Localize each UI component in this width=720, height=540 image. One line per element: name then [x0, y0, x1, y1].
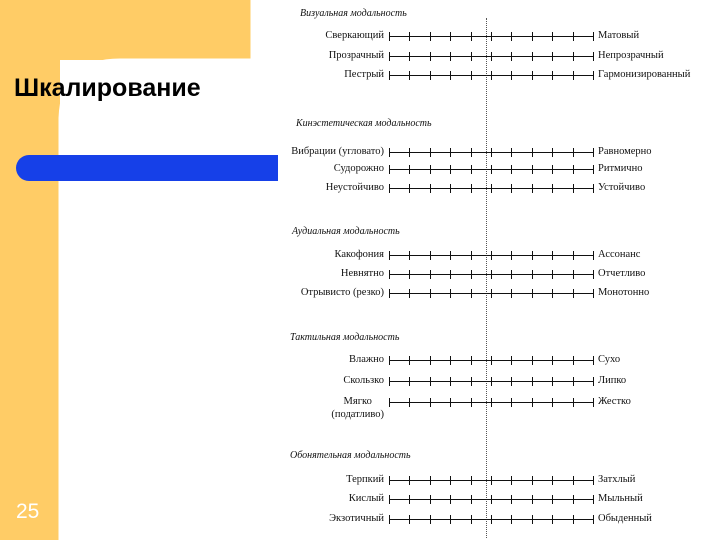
scale-tick	[573, 148, 574, 157]
scale-tick	[593, 356, 594, 365]
scale-tick	[511, 398, 512, 407]
scale-tick	[511, 356, 512, 365]
scale-tick	[532, 148, 533, 157]
scale-tick	[491, 148, 492, 157]
scale-tick	[511, 377, 512, 386]
scale-tick	[573, 476, 574, 485]
scale-tick	[450, 184, 451, 193]
scale-tick	[593, 377, 594, 386]
scale-tick	[389, 148, 390, 157]
scale-tick	[593, 495, 594, 504]
scale-tick	[450, 165, 451, 174]
scale-tick	[491, 476, 492, 485]
scale-tick	[491, 495, 492, 504]
scale-tick	[450, 476, 451, 485]
scale-tick	[573, 377, 574, 386]
scale-tick	[430, 398, 431, 407]
scale-tick	[389, 165, 390, 174]
scale-tick	[511, 251, 512, 260]
scale-tick	[491, 165, 492, 174]
scale-tick	[532, 184, 533, 193]
scale-left-label: Мягко (податливо)	[331, 396, 384, 420]
scale-tick	[532, 377, 533, 386]
scale-tick	[471, 356, 472, 365]
scale-tick	[409, 476, 410, 485]
scale-tick	[430, 52, 431, 61]
scale-tick	[511, 148, 512, 157]
scale-tick	[430, 165, 431, 174]
scale-tick	[409, 270, 410, 279]
scale-right-label: Жестко	[598, 396, 631, 407]
scale-tick	[532, 165, 533, 174]
scale-tick	[511, 515, 512, 524]
scale-tick	[409, 495, 410, 504]
scale-tick	[491, 515, 492, 524]
scale-right-label: Ассонанс	[598, 249, 641, 260]
scale-tick	[593, 515, 594, 524]
scale-left-label: Кислый	[348, 493, 384, 504]
scale-right-label: Сухо	[598, 354, 621, 365]
scale-tick	[552, 476, 553, 485]
scale-tick	[593, 184, 594, 193]
scale-tick	[552, 289, 553, 298]
scale-tick	[409, 32, 410, 41]
scale-tick	[573, 270, 574, 279]
scale-tick	[491, 32, 492, 41]
section-title: Тактильная модальность	[290, 332, 400, 343]
scale-tick	[532, 476, 533, 485]
scale-tick	[430, 495, 431, 504]
scale-right-label: Устойчиво	[598, 182, 646, 193]
scale-right-label: Монотонно	[598, 287, 650, 298]
scale-tick	[552, 515, 553, 524]
scale-tick	[471, 270, 472, 279]
scale-tick	[491, 184, 492, 193]
slide-title: Шкалирование	[14, 74, 201, 102]
scale-tick	[430, 515, 431, 524]
scale-tick	[511, 476, 512, 485]
scale-tick	[593, 289, 594, 298]
scale-tick	[552, 184, 553, 193]
scale-tick	[552, 251, 553, 260]
scale-tick	[430, 289, 431, 298]
scale-tick	[491, 71, 492, 80]
scale-tick	[430, 71, 431, 80]
scale-tick	[430, 32, 431, 41]
scale-tick	[552, 398, 553, 407]
scale-tick	[491, 289, 492, 298]
scale-tick	[450, 71, 451, 80]
section-title: Кинэстетическая модальность	[296, 118, 432, 129]
scale-tick	[573, 71, 574, 80]
scale-right-label: Затхлый	[598, 474, 636, 485]
scale-tick	[471, 251, 472, 260]
scale-tick	[511, 165, 512, 174]
scale-tick	[532, 32, 533, 41]
scale-tick	[552, 52, 553, 61]
scale-tick	[409, 251, 410, 260]
scale-tick	[593, 476, 594, 485]
scale-tick	[389, 356, 390, 365]
scale-tick	[511, 52, 512, 61]
scale-tick	[389, 515, 390, 524]
scale-tick	[511, 495, 512, 504]
scale-tick	[389, 270, 390, 279]
scale-tick	[593, 52, 594, 61]
scale-left-label: Пестрый	[344, 69, 384, 80]
scale-tick	[532, 71, 533, 80]
scale-tick	[593, 165, 594, 174]
scale-tick	[491, 356, 492, 365]
scale-tick	[573, 515, 574, 524]
scale-tick	[389, 289, 390, 298]
scale-tick	[511, 32, 512, 41]
scale-tick	[471, 515, 472, 524]
scale-tick	[450, 289, 451, 298]
scale-tick	[573, 184, 574, 193]
scale-tick	[552, 32, 553, 41]
scale-left-label: Неустойчиво	[325, 182, 384, 193]
scale-tick	[491, 377, 492, 386]
scale-tick	[389, 495, 390, 504]
scale-tick	[491, 270, 492, 279]
scale-tick	[552, 148, 553, 157]
scale-tick	[389, 32, 390, 41]
scale-tick	[389, 476, 390, 485]
scale-left-label: Прозрачный	[328, 50, 384, 61]
scale-tick	[450, 398, 451, 407]
scale-left-label: Терпкий	[346, 474, 384, 485]
scale-tick	[450, 32, 451, 41]
scale-tick	[471, 398, 472, 407]
scale-tick	[471, 377, 472, 386]
scale-tick	[471, 476, 472, 485]
scale-tick	[409, 398, 410, 407]
scale-tick	[552, 377, 553, 386]
scale-left-label: Вибрации (угловато)	[291, 146, 384, 157]
scale-tick	[409, 184, 410, 193]
scale-tick	[409, 52, 410, 61]
scale-tick	[593, 148, 594, 157]
scale-tick	[409, 148, 410, 157]
scale-tick	[573, 289, 574, 298]
scale-tick	[573, 398, 574, 407]
scale-tick	[471, 71, 472, 80]
scale-tick	[430, 270, 431, 279]
scale-tick	[450, 270, 451, 279]
scale-tick	[511, 289, 512, 298]
scale-tick	[552, 71, 553, 80]
scale-tick	[450, 495, 451, 504]
scale-tick	[491, 52, 492, 61]
scale-tick	[409, 71, 410, 80]
section-title: Обонятельная модальность	[290, 450, 411, 461]
scale-tick	[532, 52, 533, 61]
scale-tick	[430, 476, 431, 485]
scale-left-label: Сверкающий	[325, 30, 384, 41]
scale-tick	[532, 251, 533, 260]
scale-tick	[471, 52, 472, 61]
scale-tick	[389, 71, 390, 80]
scale-tick	[389, 398, 390, 407]
scale-right-label: Гармонизированный	[598, 69, 691, 80]
scale-tick	[532, 495, 533, 504]
scale-tick	[552, 495, 553, 504]
scale-tick	[409, 356, 410, 365]
scale-left-label: Невнятно	[340, 268, 384, 279]
scale-tick	[593, 270, 594, 279]
scale-tick	[389, 377, 390, 386]
scale-tick	[409, 289, 410, 298]
scale-tick	[389, 184, 390, 193]
scale-tick	[409, 377, 410, 386]
scale-left-label: Судорожно	[333, 163, 384, 174]
scale-tick	[532, 270, 533, 279]
scale-left-label: Какофония	[334, 249, 384, 260]
scale-tick	[532, 289, 533, 298]
scale-tick	[552, 270, 553, 279]
scale-tick	[471, 184, 472, 193]
scale-tick	[573, 251, 574, 260]
scale-tick	[593, 398, 594, 407]
scale-tick	[593, 71, 594, 80]
scale-tick	[573, 165, 574, 174]
scale-tick	[430, 148, 431, 157]
scale-tick	[430, 184, 431, 193]
title-underline-bar	[16, 155, 278, 181]
scale-tick	[450, 356, 451, 365]
scale-tick	[389, 52, 390, 61]
scale-tick	[450, 515, 451, 524]
scale-tick	[532, 356, 533, 365]
scale-tick	[450, 251, 451, 260]
scale-right-label: Матовый	[598, 30, 640, 41]
scale-tick	[450, 52, 451, 61]
scale-tick	[409, 515, 410, 524]
scale-tick	[593, 251, 594, 260]
scale-right-label: Отчетливо	[598, 268, 646, 279]
scale-tick	[573, 32, 574, 41]
scale-right-label: Ритмично	[598, 163, 643, 174]
scale-tick	[552, 165, 553, 174]
scale-tick	[389, 251, 390, 260]
scale-right-label: Мыльный	[598, 493, 643, 504]
section-title: Аудиальная модальность	[292, 226, 400, 237]
scale-tick	[532, 515, 533, 524]
scale-tick	[430, 251, 431, 260]
scale-tick	[491, 251, 492, 260]
scale-right-label: Равномерно	[598, 146, 652, 157]
scale-tick	[471, 148, 472, 157]
scale-tick	[573, 495, 574, 504]
scale-left-label: Скользко	[343, 375, 384, 386]
scale-tick	[450, 148, 451, 157]
scale-tick	[491, 398, 492, 407]
scale-tick	[450, 377, 451, 386]
scale-tick	[511, 71, 512, 80]
scale-left-label: Экзотичный	[329, 513, 384, 524]
scale-tick	[471, 165, 472, 174]
section-title: Визуальная модальность	[300, 8, 407, 19]
scale-tick	[511, 270, 512, 279]
scale-tick	[593, 32, 594, 41]
scale-left-label: Влажно	[348, 354, 384, 365]
scale-right-label: Непрозрачный	[598, 50, 664, 61]
scale-tick	[430, 377, 431, 386]
scale-left-label: Отрывисто (резко)	[300, 287, 384, 298]
scale-tick	[573, 52, 574, 61]
scale-tick	[532, 398, 533, 407]
scale-midline	[486, 18, 487, 538]
scale-tick	[573, 356, 574, 365]
page-number: 25	[16, 500, 40, 523]
scale-tick	[430, 356, 431, 365]
scale-right-label: Обыденный	[598, 513, 652, 524]
scale-tick	[471, 32, 472, 41]
scale-tick	[471, 495, 472, 504]
scale-tick	[471, 289, 472, 298]
scale-right-label: Липко	[598, 375, 627, 386]
scale-tick	[552, 356, 553, 365]
scale-tick	[511, 184, 512, 193]
scale-tick	[409, 165, 410, 174]
